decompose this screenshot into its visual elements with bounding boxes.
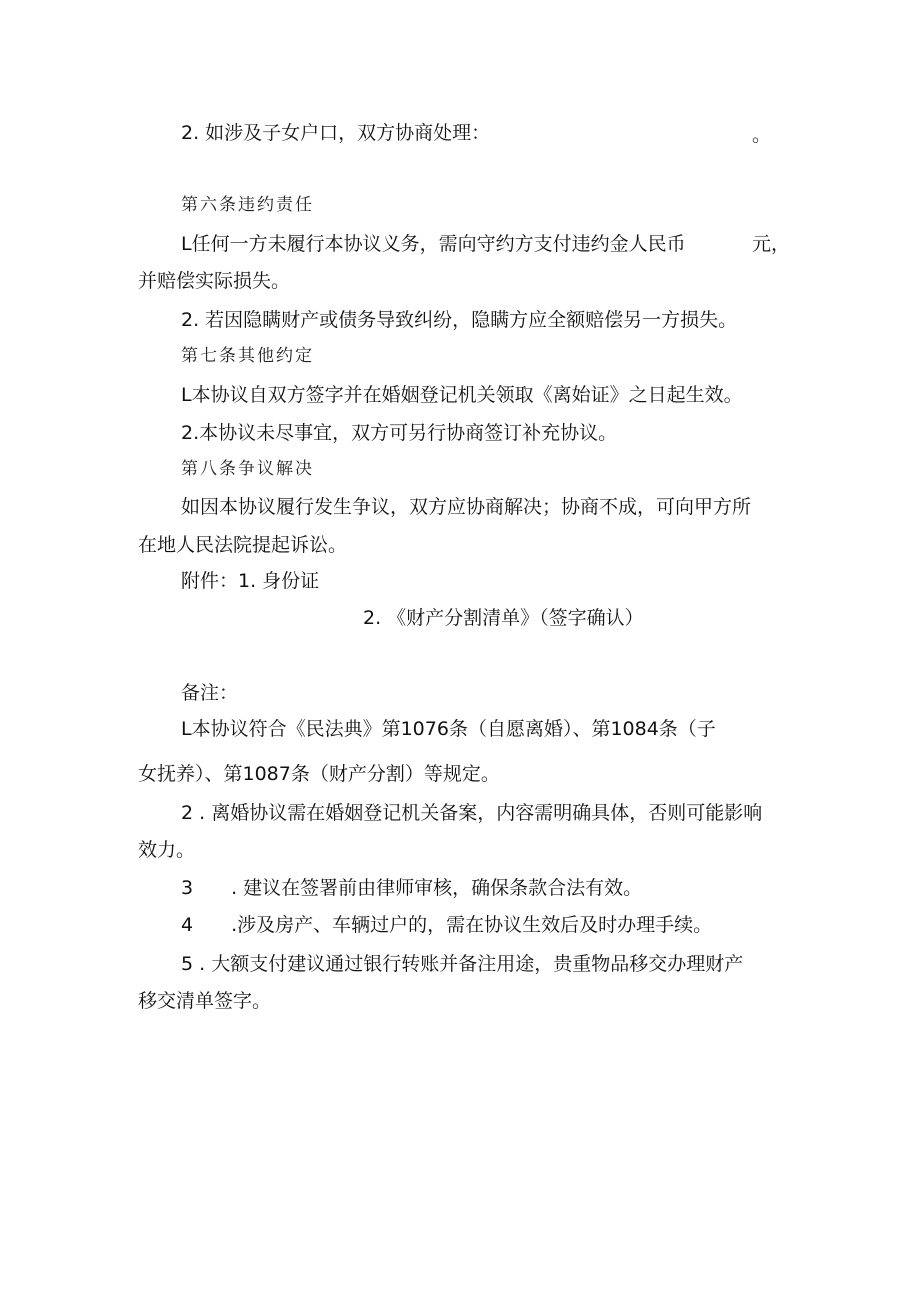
remark-1-cont: 女抚养）、第1087条（财产分割）等规定。 <box>138 763 500 785</box>
article-7-item-2: 2.本协议未尽事宜，双方可另行协商签订补充协议。 <box>181 422 618 444</box>
remark-1: L本协议符合《民法典》第1076条（自愿离婚）、第1084条（子 <box>181 718 716 740</box>
remark-3: 3 . 建议在签署前由律师审核，确保条款合法有效。 <box>181 877 643 899</box>
article-7-item-1: L本协议自双方签字并在婚姻登记机关领取《离始证》之日起生效。 <box>181 384 743 406</box>
clause-5-item-2-end: 。 <box>752 124 772 146</box>
article-7-heading: 第七条其他约定 <box>181 346 314 366</box>
article-6-item-1: L任何一方未履行本协议义务，需向守约方支付违约金人民币 <box>181 233 686 255</box>
article-8-heading: 第八条争议解决 <box>181 459 314 479</box>
remark-5: 5 . 大额支付建议通过银行转账并备注用途，贵重物品移交办理财产 <box>181 953 744 975</box>
remark-2-cont: 效力。 <box>138 839 196 861</box>
attachment-2: 2. 《财产分割清单》（签字确认） <box>363 607 644 629</box>
attachment-1: 附件：1. 身份证 <box>181 570 320 592</box>
remark-5-cont: 移交清单签字。 <box>138 990 272 1012</box>
remarks-heading: 备注： <box>181 682 239 704</box>
article-6-heading: 第六条违约责任 <box>181 195 314 215</box>
article-6-item-2: 2. 若因隐瞒财产或债务导致纠纷，隐瞒方应全额赔偿另一方损失。 <box>181 309 738 331</box>
clause-5-item-2: 2. 如涉及子女户口，双方协商处理： <box>181 122 491 144</box>
remark-2: 2 . 离婚协议需在婚姻登记机关备案，内容需明确具体，否则可能影响 <box>181 802 763 824</box>
remark-4: 4 .涉及房产、车辆过户的，需在协议生效后及时办理手续。 <box>181 914 713 936</box>
article-6-item-1-unit: 元， <box>752 233 791 255</box>
article-6-item-1-cont: 并赔偿实际损失。 <box>138 270 291 292</box>
article-8-body-cont: 在地人民法院提起诉讼。 <box>138 534 348 556</box>
article-8-body: 如因本协议履行发生争议，双方应协商解决；协商不成，可向甲方所 <box>181 496 752 518</box>
